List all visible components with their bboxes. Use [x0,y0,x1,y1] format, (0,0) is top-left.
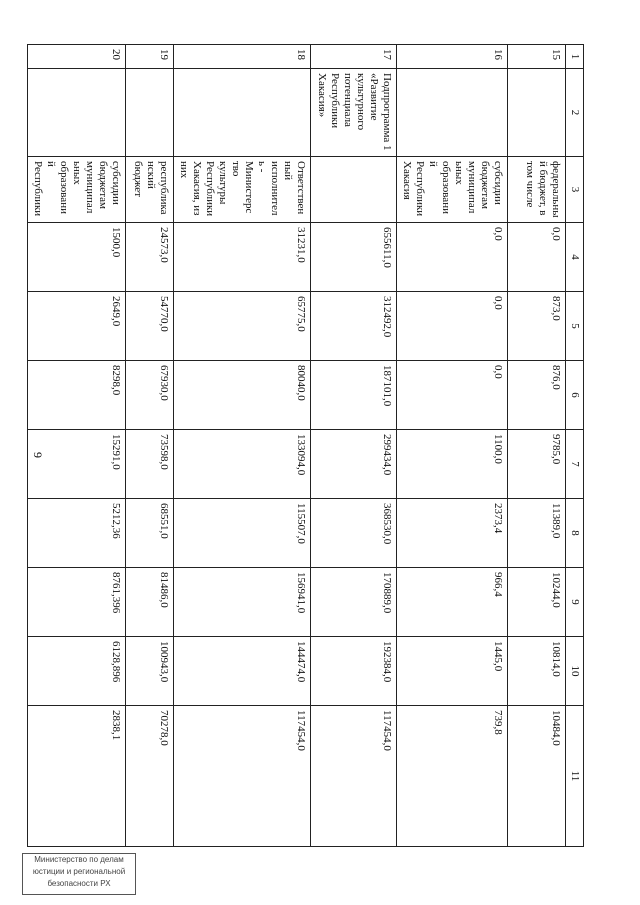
table-header-row [566,45,584,847]
table-cell: 0,0 [397,223,508,292]
table-cell: 117454,0 [311,706,397,847]
table-cell: 20 [28,45,126,69]
header-cell: 1 [566,45,584,69]
table-cell: республиканский бюджет [126,157,174,223]
table-row [397,45,508,847]
table-cell: 9785,0 [508,430,566,499]
table-cell: 1100,0 [397,430,508,499]
table-cell: 156941,0 [174,568,311,637]
table-cell: Ответственный исполнитель - Министерство культуры Республики Хакасия, из них [174,157,311,223]
table-cell: 115507,0 [174,499,311,568]
header-cell: 2 [566,69,584,157]
header-cell: 5 [566,292,584,361]
stamp-line: безопасности РХ [47,879,111,888]
table-cell: 68551,0 [126,499,174,568]
table-cell: 170889,0 [311,568,397,637]
table-cell: 19 [126,45,174,69]
table-cell: 873,0 [508,292,566,361]
table-cell: 1445,0 [397,637,508,706]
table-cell: 1500,0 [28,223,126,292]
header-cell: 4 [566,223,584,292]
table-cell: 10244,0 [508,568,566,637]
table-cell: 192384,0 [311,637,397,706]
registration-stamp [22,853,136,895]
table-cell: 11389,0 [508,499,566,568]
table-cell: 739,8 [397,706,508,847]
table-cell: субсидии бюджетам муниципальных образований Республики [28,157,126,223]
header-cell: 3 [566,157,584,223]
table-row [174,45,311,847]
table-cell: 70278,0 [126,706,174,847]
table-cell: 15 [508,45,566,69]
table-cell: 966,4 [397,568,508,637]
table-cell: 299434,0 [311,430,397,499]
table-cell: 368530,0 [311,499,397,568]
table-cell: 655611,0 [311,223,397,292]
table-cell: 17 [311,45,397,69]
header-cell: 9 [566,568,584,637]
table-cell: 144474,0 [174,637,311,706]
table-cell: 312492,0 [311,292,397,361]
table-cell [397,69,508,157]
header-cell: 7 [566,430,584,499]
table-cell: 0,0 [508,223,566,292]
table-cell: 117454,0 [174,706,311,847]
table-cell: 5212,36 [28,499,126,568]
table-row [28,45,126,847]
table-cell: 67930,0 [126,361,174,430]
table-cell: 18 [174,45,311,69]
table-cell: 187101,0 [311,361,397,430]
table-cell: 24573,0 [126,223,174,292]
budget-table [27,44,584,847]
header-cell: 11 [566,706,584,847]
table-cell: 16 [397,45,508,69]
stamp-line: Министерство по делам [34,855,124,864]
table-cell [508,69,566,157]
table-cell: Подпрограмма 1 «Развитие культурного потенциала Республики Хакасия» [311,69,397,157]
stamp-line: юстиции и региональной [32,867,126,876]
table-cell: 8761,396 [28,568,126,637]
table-cell: 6128,896 [28,637,126,706]
table-cell: 54770,0 [126,292,174,361]
table-cell: 15291,0 [28,430,126,499]
table-cell: 0,0 [397,292,508,361]
table-cell: 876,0 [508,361,566,430]
page-number: 9 [31,452,45,458]
table-cell: 2649,0 [28,292,126,361]
table-cell: 10814,0 [508,637,566,706]
table-cell: 2838,1 [28,706,126,847]
table-cell: 0,0 [397,361,508,430]
table-cell: федеральный бюджет, в том числе [508,157,566,223]
rotated-table-frame [32,44,584,846]
table-cell: 10484,0 [508,706,566,847]
table-cell: 100943,0 [126,637,174,706]
table-cell: 2373,4 [397,499,508,568]
header-cell: 6 [566,361,584,430]
table-cell: 81486,0 [126,568,174,637]
table-cell: 73598,0 [126,430,174,499]
table-cell: 133094,0 [174,430,311,499]
table-cell: 80040,0 [174,361,311,430]
table-cell [126,69,174,157]
table-cell: 8298,0 [28,361,126,430]
header-cell: 10 [566,637,584,706]
table-cell [174,69,311,157]
table-body [28,45,584,847]
table-row [311,45,397,847]
table-container [32,44,584,846]
table-row [126,45,174,847]
table-row [508,45,566,847]
table-cell [311,157,397,223]
table-cell: 65775,0 [174,292,311,361]
table-cell: субсидии бюджетам муниципальных образований Республики Хакасия [397,157,508,223]
table-cell [28,69,126,157]
header-cell: 8 [566,499,584,568]
table-cell: 31231,0 [174,223,311,292]
